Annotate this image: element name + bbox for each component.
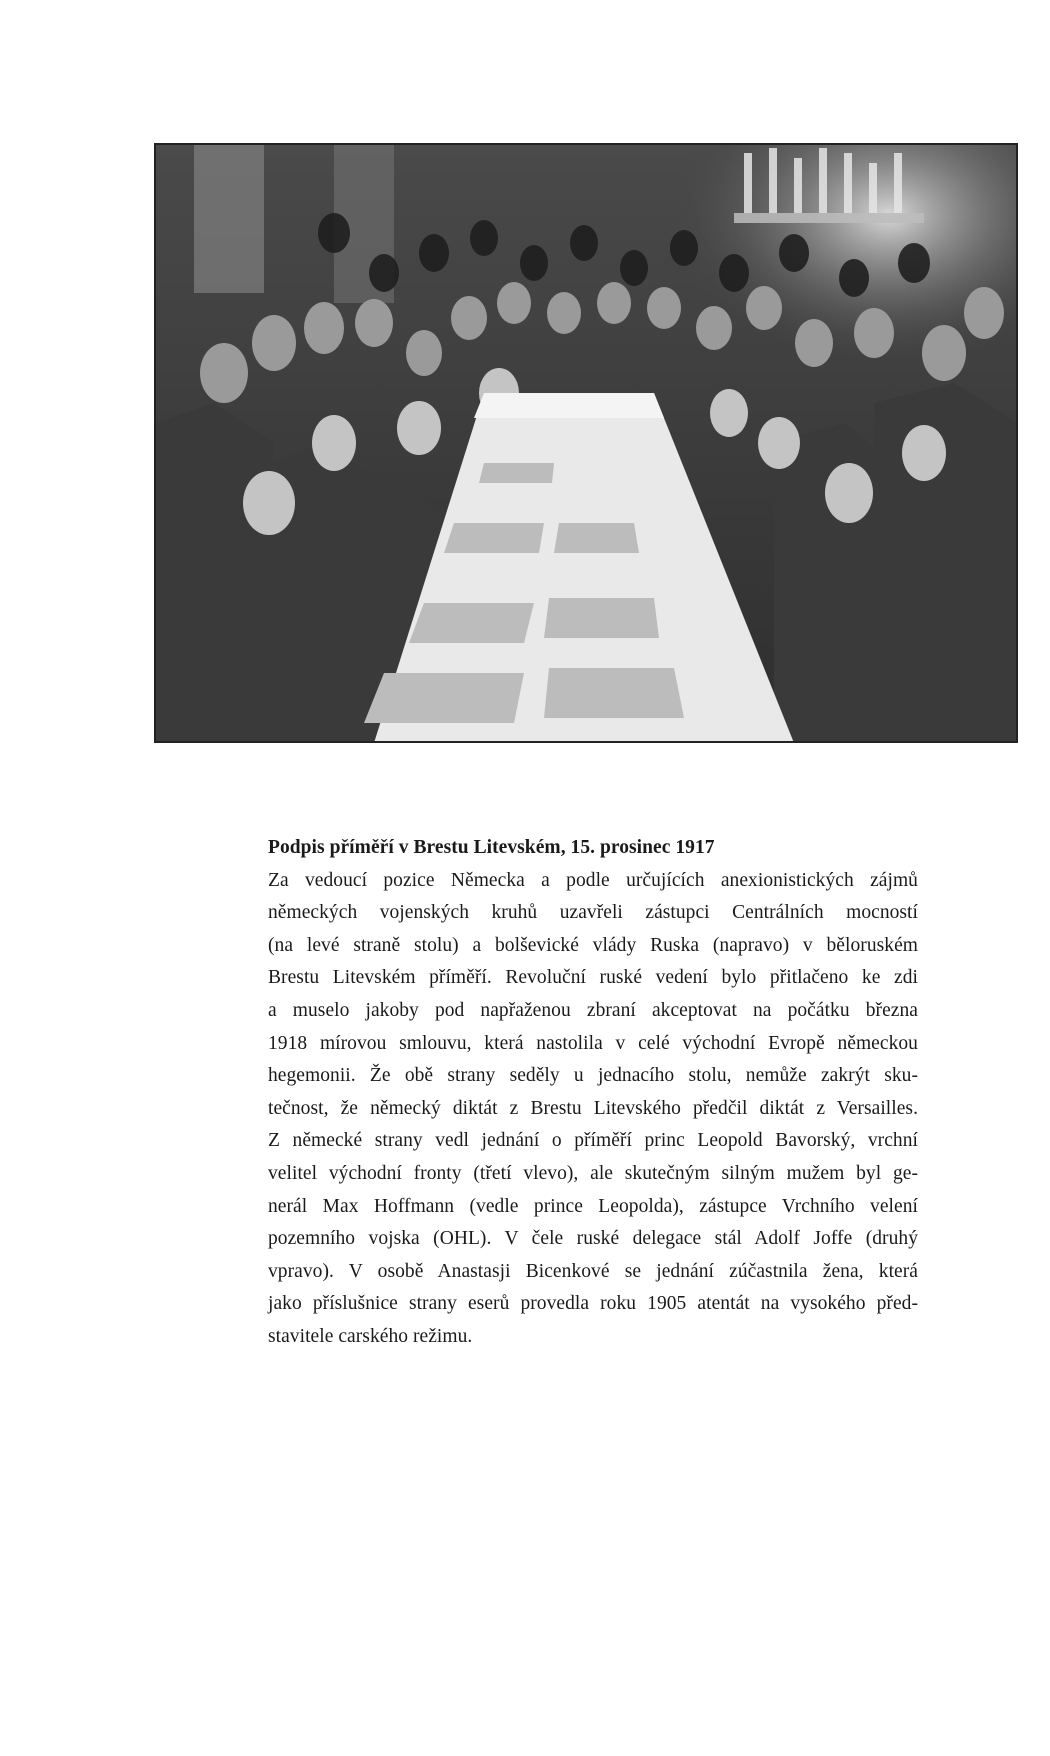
caption-line: a muselo jakoby pod napřaženou zbraní akceptovat na počátku března [268,999,918,1021]
caption-title: Podpis příměří v Brestu Litevském, 15. prosinec 1917 [268,837,715,858]
caption-line: německých vojenských kruhů uzavřeli zástupci Centrálních mocností [268,902,918,924]
caption-line: Z německé strany vedl jednání o příměří princ Leopold Bavorský, vrchní [268,1130,918,1152]
caption-line: hegemonii. Že obě strany seděly u jednacího stolu, nemůže zakrýt sku- [268,1065,918,1087]
historical-photograph [154,143,1018,743]
photograph-drawing [154,143,1018,743]
caption-line: stavitele carského režimu. [268,1325,473,1347]
caption-line: pozemního vojska (OHL). V čele ruské delegace stál Adolf Joffe (druhý [268,1228,918,1250]
caption-line: 1918 mírovou smlouvu, která nastolila v celé východní Evropě německou [268,1032,918,1054]
caption-line: (na levé straně stolu) a bolševické vlády Ruska (napravo) v běloruském [268,934,918,956]
caption-line: vpravo). V osobě Anastasji Bicenkové se jednání zúčastnila žena, která [268,1260,918,1282]
caption-line: Brestu Litevském příměří. Revoluční ruské vedení bylo přitlačeno ke zdi [268,967,918,989]
caption-line: jako příslušnice strany eserů provedla roku 1905 atentát na vysokého před- [268,1293,918,1315]
caption-line: nerál Max Hoffmann (vedle prince Leopolda), zástupce Vrchního velení [268,1195,918,1217]
caption-line: Za vedoucí pozice Německa a podle určujících anexionistických zájmů [268,869,918,891]
figure-caption [268,832,918,1354]
caption-line: tečnost, že německý diktát z Brestu Litevského předčil diktát z Versailles. [268,1097,918,1119]
caption-body [268,865,918,1354]
caption-line: velitel východní fronty (třetí vlevo), ale skutečným silným mužem byl ge- [268,1162,918,1184]
